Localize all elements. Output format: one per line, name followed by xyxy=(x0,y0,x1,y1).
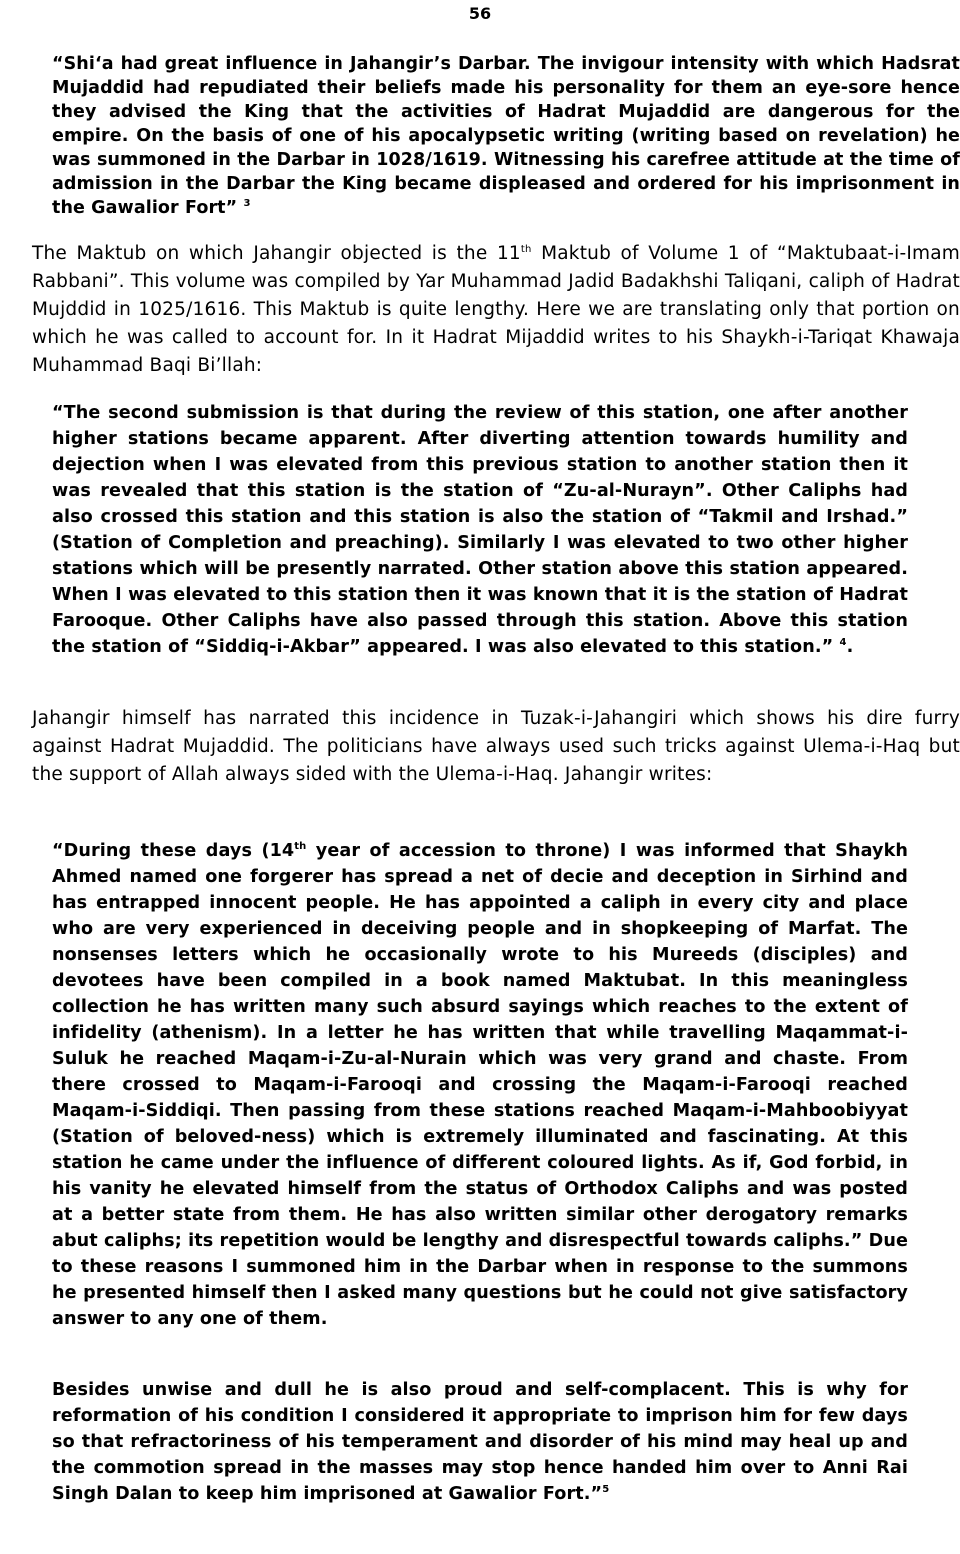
quote-block-darbar-influence xyxy=(52,52,960,220)
quote-text: Besides unwise and dull he is also proud and self-complacent. This is why for reformation of his condition I considered it appropriate to imprison him for few days so that refractoriness of his temperament and disorder of his mind may heal up and the commotion spread in the masses may stop hence handed him over to Anni Rai Singh Dalan to keep him imprisoned at Gawalior Fort.” xyxy=(52,1380,908,1504)
paragraph-tuzak-narration xyxy=(32,705,960,789)
paragraph-text: The Maktub on which Jahangir objected is the 11 xyxy=(32,243,521,264)
quote-text: “During these days (14 xyxy=(52,841,295,861)
ordinal-suffix: th xyxy=(294,841,307,853)
quote-text-continued: year of accession to throne) I was informed that Shaykh Ahmed named one forgerer has spread a net of decie and deception in Sirhind and has entrapped innocent people. He has appointed a caliph in every city and place who are very experienced in deceiving people and in shopkeeping of Marfat. The nonsenses letters which he occasionally wrote to his Mureeds (disciples) and devotees have been compiled in a book named Maktubat. In this meaningless collection he has written many such absurd sayings which reaches to the extent of infidelity (athenism). In a letter he has written that while travelling Maqammat-i-Suluk he reached Maqam-i-Zu-al-Nurain which was very grand and chaste. From there crossed to Maqam-i-Farooqi and crossing the Maqam-i-Farooqi reached Maqam-i-Siddiqi. Then passing from these stations reached Maqam-i-Mahboobiyyat (Station of beloved-ness) which is extremely illuminated and fascinating. At this station he came under the influence of different coloured lights. As if, God forbid, in his vanity he elevated himself from the status of Orthodox Caliphs and was posted at a better state from them. He has also written similar other derogatory remarks abut caliphs; its repetition would be lengthy and disrespectful towards caliphs.” Due to these reasons I summoned him in the Darbar when in response to the summons he presented himself then I asked many questions but he could not give satisfactory answer to any one of them. xyxy=(52,841,909,1329)
quote-block-second-submission xyxy=(52,400,908,660)
paragraph-maktub-description xyxy=(32,240,960,380)
quote-block-jahangir-account xyxy=(52,838,908,1332)
page-number: 56 xyxy=(468,4,492,23)
quote-text: “The second submission is that during the review of this station, one after another higher stations became apparent. After diverting attention towards humility and dejection when I was elevated from this previous station to another station then it was revealed that this station is the station of “Zu-al-Nurayn”. Other Caliphs had also crossed this station and this station is also the station of “Takmil and Irshad.” (Station of Completion and preaching). Similarly I was elevated to two other higher stations which will be presently narrated. Other station above this station appeared. When I was elevated to this station then it was known that it is the station of Hadrat Farooque. Other Caliphs have also passed through this station. Above this station the station of “Siddiq-i-Akbar” appeared. I was also elevated to this station.” xyxy=(52,403,908,657)
quote-block-imprisonment xyxy=(52,1377,908,1507)
footnote-marker-4[interactable]: 4 xyxy=(839,637,847,649)
paragraph-text-continued: Maktub of Volume 1 of “Maktubaat-i-Imam Rabbani”. This volume was compiled by Yar Muhammad Jadid Badakhshi Taliqani, caliph of Hadrat Mujddid in 1025/1616. This Maktub is quite lengthy. Here we are translating only that portion on which he was called to account for. In it Hadrat Mijaddid writes to his Shaykh-i-Tariqat Khawaja Muhammad Baqi Bi’llah: xyxy=(32,243,960,376)
footnote-marker-5[interactable]: 5 xyxy=(602,1484,610,1496)
quote-text: “Shi‘a had great influence in Jahangir’s Darbar. The invigour intensity with which Hadsrat Mujaddid had repudiated their beliefs made his personality for them an eye-sore hence they advised the King that the activities of Hadrat Mujaddid are dangerous for the empire. On the basis of one of his apocalypsetic writing (writing based on revelation) he was summoned in the Darbar in 1028/1619. Witnessing his carefree attitude at the time of admission in the Darbar the King became displeased and ordered for his imprisonment in the Gawalior Fort” xyxy=(52,54,960,218)
footnote-marker-3[interactable]: 3 xyxy=(243,198,251,210)
quote-tail: . xyxy=(846,637,854,657)
paragraph-text: Jahangir himself has narrated this incidence in Tuzak-i-Jahangiri which shows his dire furry against Hadrat Mujaddid. The politicians have always used such tricks against Ulema-i-Haq but the support of Allah always sided with the Ulema-i-Haq. Jahangir writes: xyxy=(32,708,960,785)
ordinal-suffix: th xyxy=(520,243,532,255)
